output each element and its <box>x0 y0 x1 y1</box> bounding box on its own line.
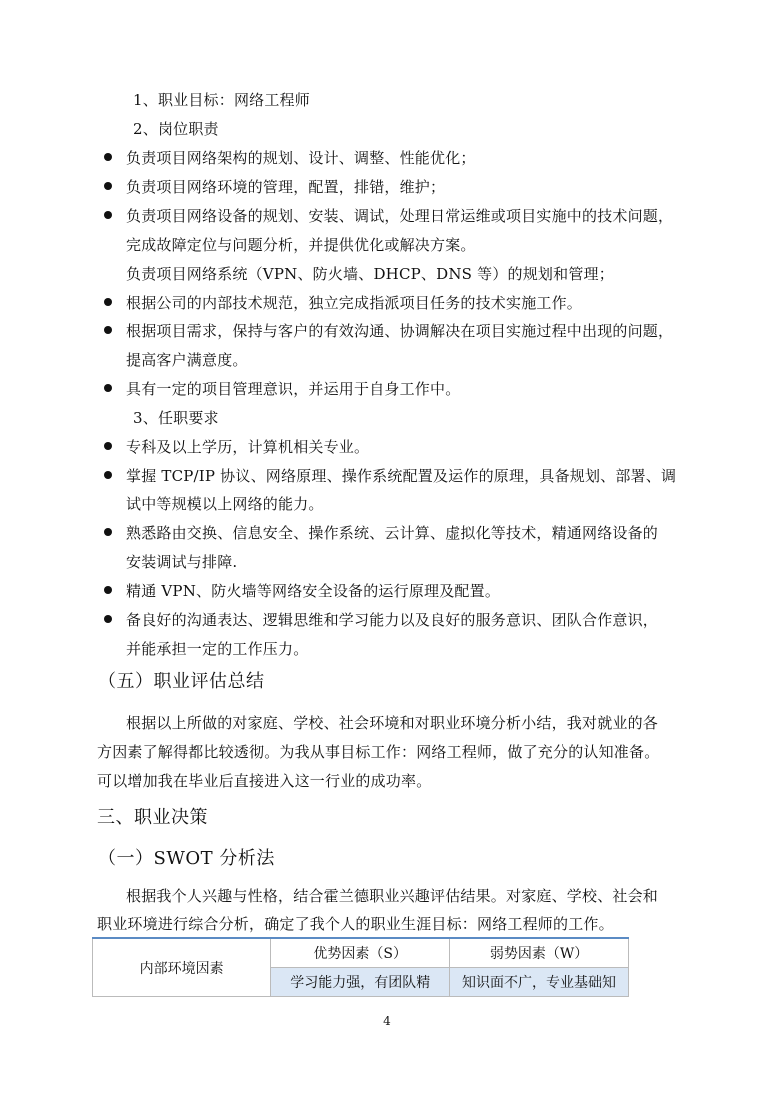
duty-item: 具有一定的项目管理意识，并运用于自身工作中。 <box>126 380 461 398</box>
job-goal: 1、职业目标：网络工程师 <box>133 91 310 109</box>
section3-heading: 三、职业决策 <box>97 807 208 828</box>
bullet-icon <box>104 211 112 219</box>
duty-item: 根据项目需求，保持与客户的有效沟通、协调解决在项目实施过程中出现的问题， <box>126 322 674 340</box>
bullet-icon <box>104 615 112 623</box>
swot-table <box>92 937 629 997</box>
bullet-icon <box>104 182 112 190</box>
bullet-icon <box>104 298 112 306</box>
strengths-header: 优势因素（S） <box>271 938 450 968</box>
requirement-item-cont: 试中等规模以上网络的能力。 <box>126 495 324 513</box>
requirement-item: 熟悉路由交换、信息安全、操作系统、云计算、虚拟化等技术，精通网络设备的 <box>126 524 659 542</box>
requirements-heading: 3、任职要求 <box>133 409 219 427</box>
bullet-icon <box>104 326 112 334</box>
swot-paragraph-line: 职业环境进行综合分析，确定了我个人的职业生涯目标：网络工程师的工作。 <box>97 915 614 933</box>
requirement-item: 专科及以上学历，计算机相关专业。 <box>126 438 370 456</box>
section5-heading: （五）职业评估总结 <box>98 671 265 692</box>
duty-item-cont: 完成故障定位与问题分析，并提供优化或解决方案。 <box>126 236 476 254</box>
duty-item: 负责项目网络系统（VPN、防火墙、DHCP、DNS 等）的规划和管理； <box>126 265 614 283</box>
bullet-icon <box>104 528 112 536</box>
duty-item: 根据公司的内部技术规范，独立完成指派项目任务的技术实施工作。 <box>126 294 583 312</box>
bullet-icon <box>104 153 112 161</box>
duty-item: 负责项目网络架构的规划、设计、调整、性能优化； <box>126 149 476 167</box>
page-number: 4 <box>383 1014 391 1028</box>
requirement-item-cont: 并能承担一定的工作压力。 <box>126 640 309 658</box>
bullet-icon <box>104 586 112 594</box>
duty-item: 负责项目网络设备的规划、安装、调试，处理日常运维或项目实施中的技术问题， <box>126 207 674 225</box>
requirement-item: 精通 VPN、防火墙等网络安全设备的运行原理及配置。 <box>126 582 501 600</box>
bullet-icon <box>104 384 112 392</box>
bullet-icon <box>104 442 112 450</box>
strengths-cell: 学习能力强，有团队精 <box>271 968 450 997</box>
section5-paragraph-line: 根据以上所做的对家庭、学校、社会环境和对职业环境分析小结，我对就业的各 <box>126 714 659 732</box>
duty-item: 负责项目网络环境的管理，配置，排错，维护； <box>126 178 446 196</box>
weaknesses-cell: 知识面不广，专业基础知 <box>450 968 629 997</box>
swot-paragraph-line: 根据我个人兴趣与性格，结合霍兰德职业兴趣评估结果。对家庭、学校、社会和 <box>126 887 659 905</box>
weaknesses-header: 弱势因素（W） <box>450 938 629 968</box>
bullet-icon <box>104 471 112 479</box>
duty-item-cont: 提高客户满意度。 <box>126 351 248 369</box>
duties-heading: 2、岗位职责 <box>133 120 219 138</box>
requirement-item-cont: 安装调试与排障. <box>126 553 238 571</box>
requirement-item: 备良好的沟通表达、逻辑思维和学习能力以及良好的服务意识、团队合作意识， <box>126 611 659 629</box>
swot-heading: （一）SWOT 分析法 <box>98 848 275 869</box>
internal-factors-cell: 内部环境因素 <box>93 938 271 997</box>
requirement-item: 掌握 TCP/IP 协议、网络原理、操作系统配置及运作的原理，具备规划、部署、调 <box>126 467 677 485</box>
section5-paragraph-line: 可以增加我在毕业后直接进入这一行业的成功率。 <box>97 772 432 790</box>
section5-paragraph-line: 方因素了解得都比较透彻。为我从事目标工作：网络工程师，做了充分的认知准备。 <box>97 743 660 761</box>
